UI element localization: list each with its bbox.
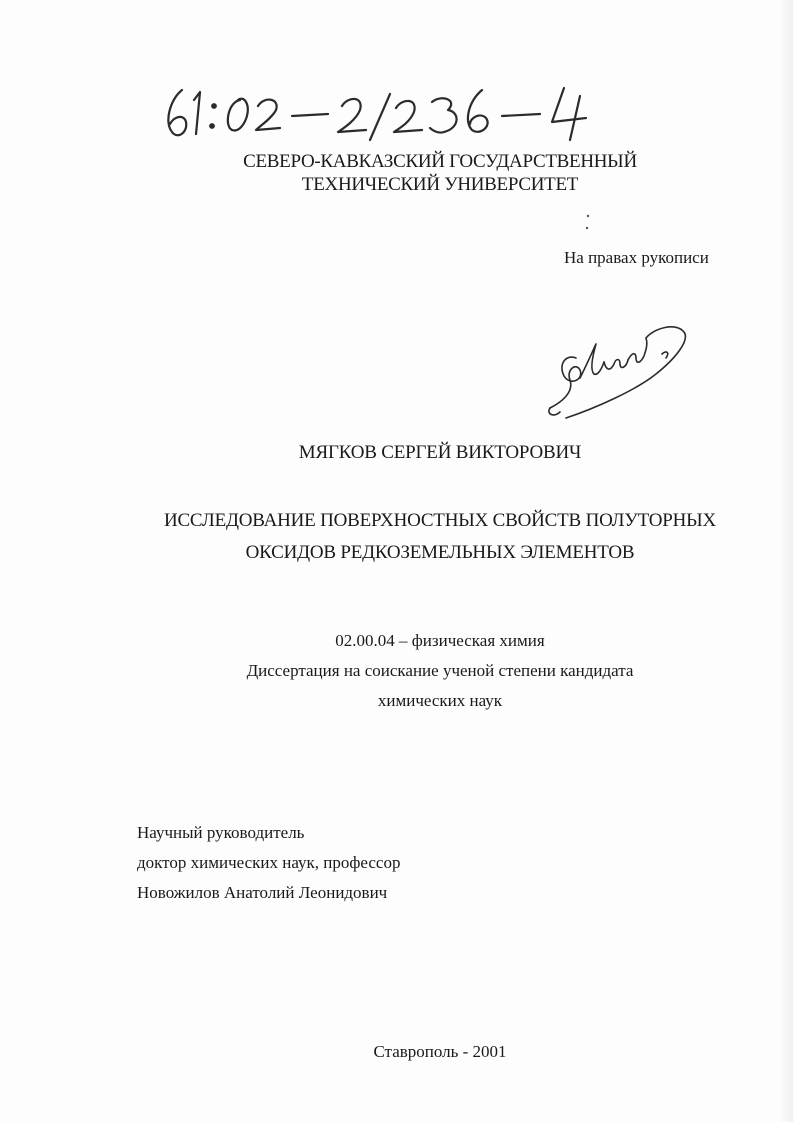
advisor-name: Новожилов Анатолий Леонидович [137,883,388,902]
specialty-block [0,626,793,716]
manuscript-rights-note: На правах рукописи [564,248,709,267]
dissertation-title [0,505,793,569]
author-name: МЯГКОВ СЕРГЕЙ ВИКТОРОВИЧ [298,442,582,463]
degree-line-1: Диссертация на соискание ученой степени кандидата [246,661,634,680]
advisor-block [137,818,400,908]
university-line-2: ТЕХНИЧЕСКИЙ УНИВЕРСИТЕТ [301,174,579,195]
author-signature [536,318,696,428]
university-name [0,150,793,196]
handwritten-catalog-code [160,70,600,150]
title-line-2: ОКСИДОВ РЕДКОЗЕМЕЛЬНЫХ ЭЛЕМЕНТОВ [245,542,635,563]
university-line-1: СЕВЕРО-КАВКАЗСКИЙ ГОСУДАРСТВЕННЫЙ [243,151,637,172]
scan-dot-mark [583,212,593,234]
advisor-rank: доктор химических наук, профессор [137,853,401,872]
specialty-code: 02.00.04 – физическая химия [335,631,545,650]
advisor-label: Научный руководитель [137,823,305,842]
city-year: Ставрополь - 2001 [373,1042,507,1061]
title-line-1: ИССЛЕДОВАНИЕ ПОВЕРХНОСТНЫХ СВОЙСТВ ПОЛУТОРНЫХ [163,510,717,531]
degree-line-2: химических наук [377,691,503,710]
